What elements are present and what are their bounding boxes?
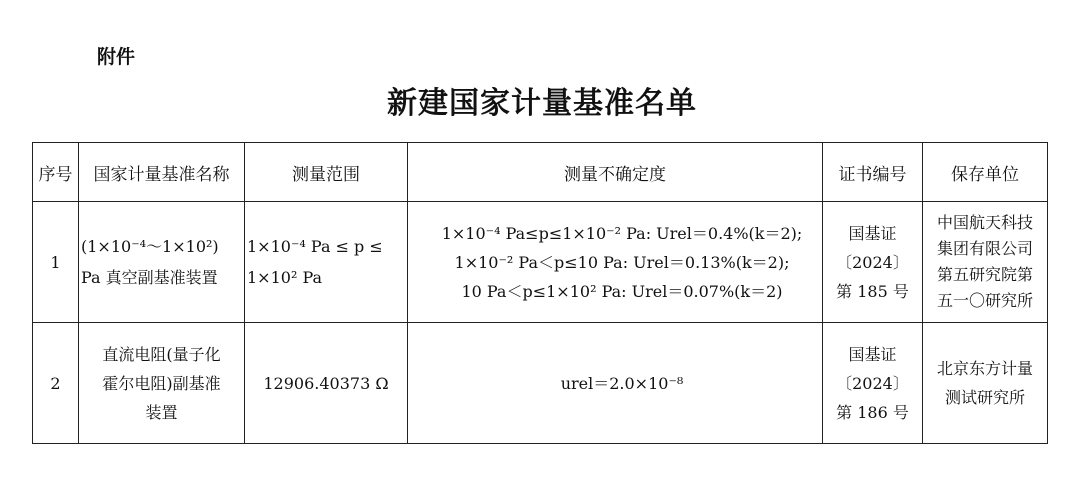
row-2-cert-line: 第 186 号 (836, 402, 909, 422)
row-1-uncertainty (408, 202, 823, 323)
row-1-name-line: (1×10⁻⁴～1×10²) (81, 237, 219, 256)
row-1-uncertainty-line: 1×10⁻⁴ Pa≤p≤1×10⁻² Pa: Urel＝0.4%(k＝2); (441, 223, 803, 243)
table-row (33, 323, 1048, 444)
row-2-org-line: 北京东方计量 (936, 359, 1033, 378)
row-1-org-line: 第五研究院第 (936, 265, 1033, 284)
row-1-name-line: Pa 真空副基准装置 (81, 268, 218, 287)
header-no: 序号 (33, 143, 79, 202)
row-1-cert-line: 〔2024〕 (836, 252, 909, 272)
header-range: 测量范围 (245, 143, 408, 202)
standards-table (32, 142, 1048, 444)
row-2-name-line: 直流电阻(量子化 (102, 344, 221, 364)
header-org: 保存单位 (923, 143, 1048, 202)
row-2-name (79, 323, 245, 444)
row-2-cert-no (823, 323, 923, 444)
row-1-org-line: 五一〇研究所 (936, 291, 1033, 310)
row-1-range (245, 202, 408, 323)
header-uncertainty: 测量不确定度 (408, 143, 823, 202)
table-row (33, 202, 1048, 323)
row-2-org (923, 323, 1048, 444)
row-2-cert-line: 国基证 (848, 344, 897, 364)
page-title: 新建国家计量基准名单 (387, 86, 697, 121)
row-1-cert-line: 国基证 (848, 223, 897, 243)
row-1-org-line: 中国航天科技 (936, 213, 1033, 232)
row-2-uncertainty: urel＝2.0×10⁻⁸ (408, 323, 823, 444)
row-1-cert-no (823, 202, 923, 323)
row-2-cert-line: 〔2024〕 (836, 373, 909, 393)
row-1-range-line: 1×10² Pa (247, 268, 323, 287)
table-header-row (33, 143, 1048, 202)
attachment-label: 附件 (97, 46, 136, 68)
header-cert-no: 证书编号 (823, 143, 923, 202)
row-1-no: 1 (33, 202, 79, 323)
row-1-name (79, 202, 245, 323)
row-2-org-line: 测试研究所 (944, 388, 1025, 407)
row-2-no: 2 (33, 323, 79, 444)
row-2-name-line: 装置 (145, 402, 178, 422)
row-2-range: 12906.40373 Ω (245, 323, 408, 444)
row-2-name-line: 霍尔电阻)副基准 (102, 373, 221, 393)
row-1-cert-line: 第 185 号 (836, 281, 909, 301)
row-1-org-line: 集团有限公司 (936, 239, 1033, 258)
header-name: 国家计量基准名称 (79, 143, 245, 202)
row-1-org (923, 202, 1048, 323)
row-1-range-line: 1×10⁻⁴ Pa ≤ p ≤ (247, 237, 383, 256)
row-1-uncertainty-line: 1×10⁻² Pa＜p≤10 Pa: Urel＝0.13%(k＝2); (454, 252, 790, 272)
row-1-uncertainty-line: 10 Pa＜p≤1×10² Pa: Urel＝0.07%(k＝2) (461, 281, 783, 301)
